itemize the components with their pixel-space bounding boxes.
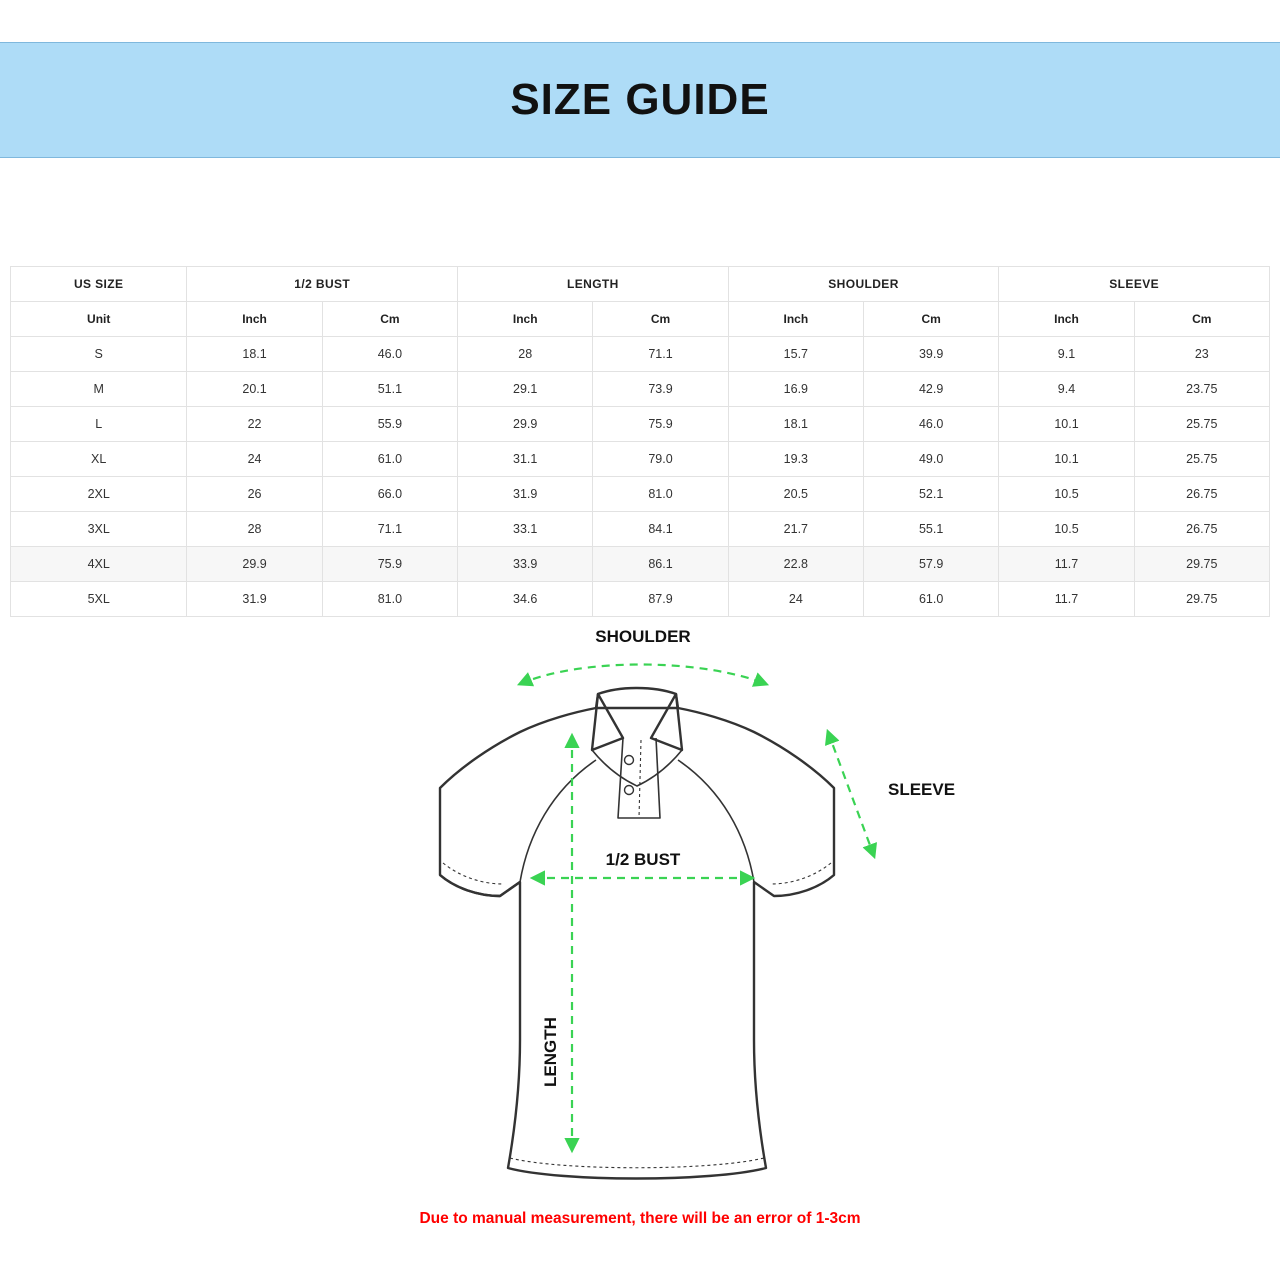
cell-value: 20.5 — [728, 477, 863, 512]
table-row — [11, 442, 1270, 477]
cell-size: 5XL — [11, 582, 187, 617]
cell-value: 46.0 — [864, 407, 999, 442]
cell-value: 24 — [728, 582, 863, 617]
cell-value: 22 — [187, 407, 322, 442]
cell-value: 29.1 — [458, 372, 593, 407]
size-guide-header — [0, 42, 1280, 158]
column-header-bust: 1/2 BUST — [187, 267, 458, 302]
cell-value: 31.9 — [187, 582, 322, 617]
cell-value: 61.0 — [864, 582, 999, 617]
cell-value: 24 — [187, 442, 322, 477]
cell-value: 29.9 — [458, 407, 593, 442]
table-row — [11, 547, 1270, 582]
cell-value: 31.1 — [458, 442, 593, 477]
cell-value: 29.75 — [1134, 547, 1269, 582]
cell-value: 22.8 — [728, 547, 863, 582]
cell-value: 87.9 — [593, 582, 728, 617]
cell-value: 16.9 — [728, 372, 863, 407]
cell-size: M — [11, 372, 187, 407]
cell-value: 11.7 — [999, 582, 1134, 617]
cell-value: 51.1 — [322, 372, 457, 407]
cell-size: S — [11, 337, 187, 372]
length-label: LENGTH — [541, 1017, 560, 1087]
measurement-diagram — [0, 620, 1280, 1200]
cell-value: 10.1 — [999, 407, 1134, 442]
cell-value: 81.0 — [322, 582, 457, 617]
cell-value: 39.9 — [864, 337, 999, 372]
cell-value: 71.1 — [322, 512, 457, 547]
cell-value: 28 — [458, 337, 593, 372]
unit-cell: Cm — [322, 302, 457, 337]
cell-value: 33.9 — [458, 547, 593, 582]
cell-value: 57.9 — [864, 547, 999, 582]
unit-cell: Inch — [728, 302, 863, 337]
cell-value: 86.1 — [593, 547, 728, 582]
cell-value: 29.75 — [1134, 582, 1269, 617]
table-row — [11, 512, 1270, 547]
cell-value: 61.0 — [322, 442, 457, 477]
cell-value: 75.9 — [593, 407, 728, 442]
shoulder-label: SHOULDER — [595, 627, 691, 646]
unit-label: Unit — [11, 302, 187, 337]
table-row — [11, 582, 1270, 617]
cell-value: 10.1 — [999, 442, 1134, 477]
cell-value: 34.6 — [458, 582, 593, 617]
cell-value: 26.75 — [1134, 512, 1269, 547]
cell-value: 75.9 — [322, 547, 457, 582]
column-header-shoulder: SHOULDER — [728, 267, 999, 302]
cell-value: 29.9 — [187, 547, 322, 582]
table-row — [11, 337, 1270, 372]
size-table-container — [10, 266, 1270, 617]
table-row-units — [11, 302, 1270, 337]
cell-value: 46.0 — [322, 337, 457, 372]
cell-value: 33.1 — [458, 512, 593, 547]
cell-size: L — [11, 407, 187, 442]
cell-value: 18.1 — [187, 337, 322, 372]
cell-value: 31.9 — [458, 477, 593, 512]
polo-shirt-illustration — [440, 688, 834, 1179]
size-chart-table — [10, 266, 1270, 617]
cell-value: 71.1 — [593, 337, 728, 372]
cell-value: 15.7 — [728, 337, 863, 372]
bust-label: 1/2 BUST — [605, 850, 681, 869]
cell-value: 42.9 — [864, 372, 999, 407]
cell-value: 10.5 — [999, 477, 1134, 512]
cell-value: 26.75 — [1134, 477, 1269, 512]
cell-value: 79.0 — [593, 442, 728, 477]
unit-cell: Inch — [187, 302, 322, 337]
cell-value: 84.1 — [593, 512, 728, 547]
cell-value: 28 — [187, 512, 322, 547]
cell-value: 25.75 — [1134, 407, 1269, 442]
measurement-disclaimer: Due to manual measurement, there will be an error of 1-3cm — [419, 1210, 861, 1227]
cell-value: 10.5 — [999, 512, 1134, 547]
cell-value: 55.1 — [864, 512, 999, 547]
cell-value: 23.75 — [1134, 372, 1269, 407]
cell-value: 11.7 — [999, 547, 1134, 582]
column-header-us-size: US SIZE — [11, 267, 187, 302]
unit-cell: Inch — [999, 302, 1134, 337]
cell-value: 52.1 — [864, 477, 999, 512]
cell-value: 21.7 — [728, 512, 863, 547]
cell-value: 9.4 — [999, 372, 1134, 407]
cell-value: 81.0 — [593, 477, 728, 512]
cell-value: 19.3 — [728, 442, 863, 477]
cell-size: 3XL — [11, 512, 187, 547]
unit-cell: Cm — [1134, 302, 1269, 337]
cell-value: 9.1 — [999, 337, 1134, 372]
shoulder-measure-arrow — [520, 665, 766, 685]
cell-value: 73.9 — [593, 372, 728, 407]
column-header-length: LENGTH — [458, 267, 729, 302]
cell-value: 18.1 — [728, 407, 863, 442]
cell-size: XL — [11, 442, 187, 477]
unit-cell: Inch — [458, 302, 593, 337]
table-row — [11, 477, 1270, 512]
table-header-row — [11, 267, 1270, 302]
unit-cell: Cm — [593, 302, 728, 337]
cell-value: 23 — [1134, 337, 1269, 372]
cell-value: 66.0 — [322, 477, 457, 512]
table-row — [11, 407, 1270, 442]
cell-value: 26 — [187, 477, 322, 512]
sleeve-label: SLEEVE — [888, 780, 956, 799]
column-header-sleeve: SLEEVE — [999, 267, 1270, 302]
cell-size: 2XL — [11, 477, 187, 512]
table-row — [11, 372, 1270, 407]
cell-value: 55.9 — [322, 407, 457, 442]
unit-cell: Cm — [864, 302, 999, 337]
page-title: SIZE GUIDE — [510, 75, 770, 124]
cell-value: 49.0 — [864, 442, 999, 477]
cell-value: 20.1 — [187, 372, 322, 407]
cell-value: 25.75 — [1134, 442, 1269, 477]
cell-size: 4XL — [11, 547, 187, 582]
